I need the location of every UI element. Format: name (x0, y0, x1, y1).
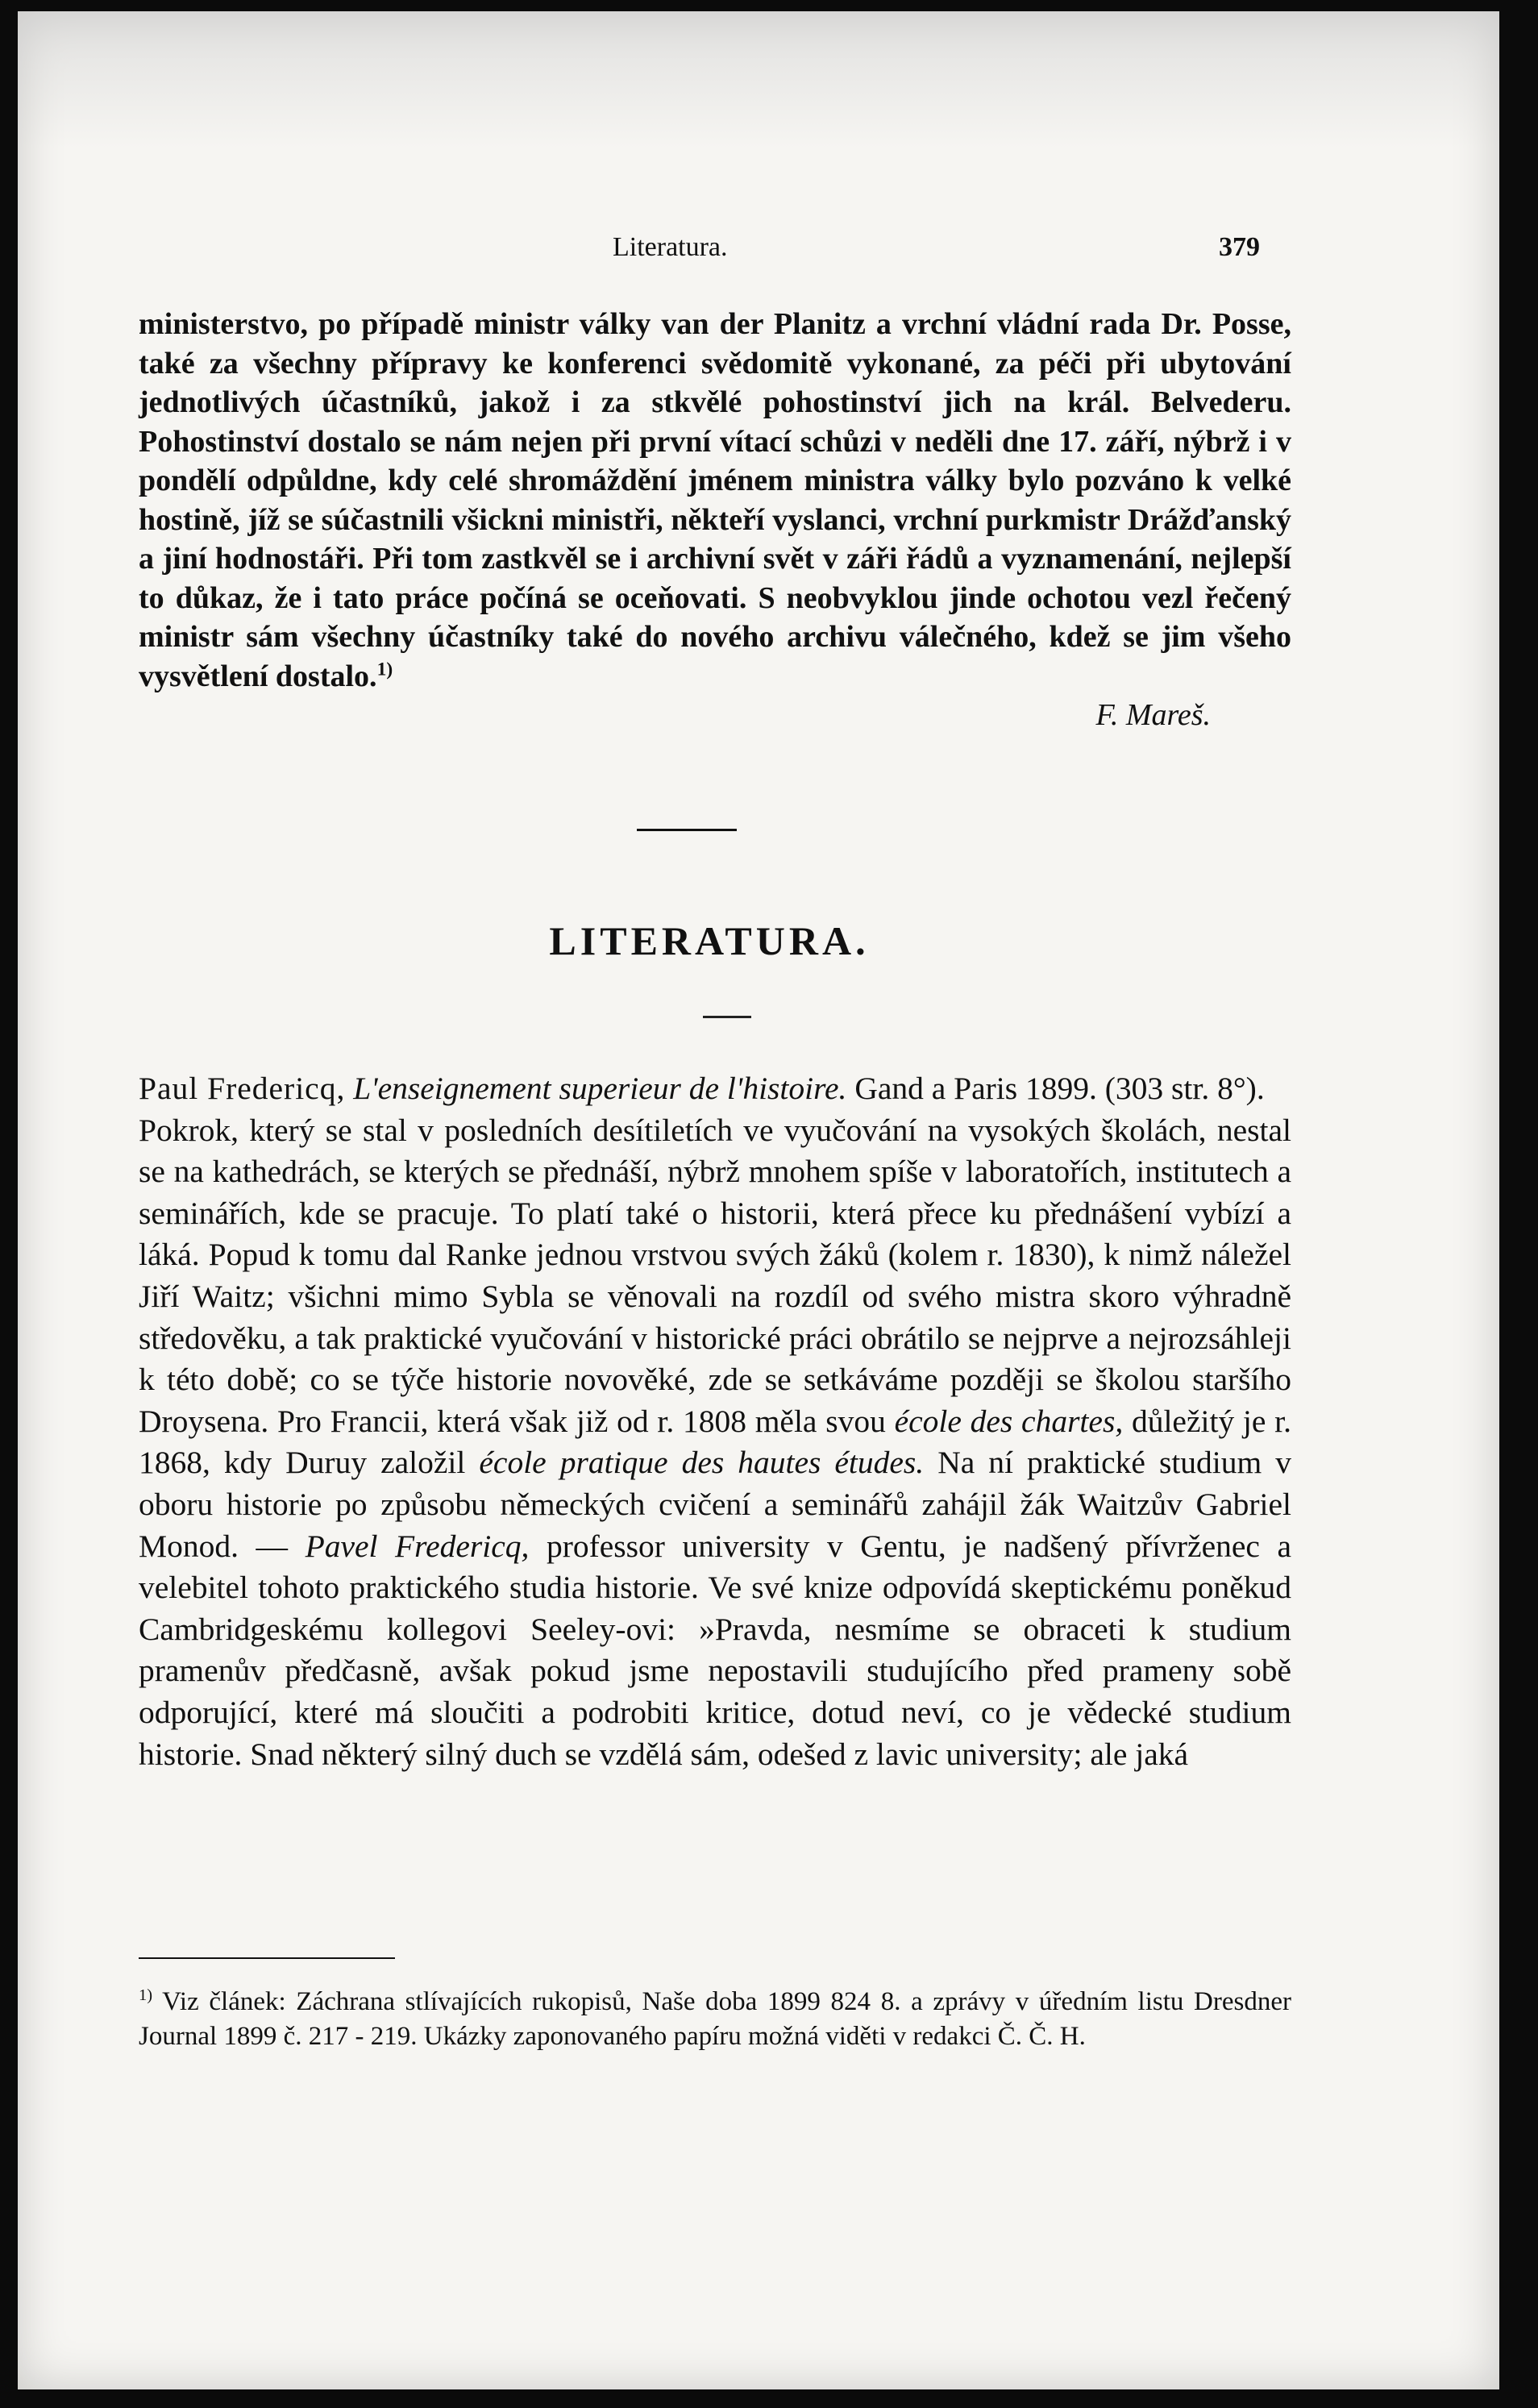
review-author: Paul Fredericq, (139, 1071, 346, 1106)
section-title: LITERATURA. (549, 918, 870, 963)
section-divider (637, 829, 737, 831)
review-imprint: Gand a Paris 1899. (303 str. 8°). (854, 1071, 1265, 1106)
footnote-paragraph (139, 1985, 1291, 2053)
review-text-part-1: Pokrok, který se stal v posledních desítiletích ve vyučování na vysokých školách, nestal se na kathedrách, se kterých se přednáší, nýbrž mnohem spíše v laboratořích, institutech a seminářích, kde se pracuje. To platí také o historii, která přece ku přednášení vybízí a láká. Popud k tomu dal Ranke jednou vrstvou svých žáků (kolem r. 1830), k nimž náležel Jiří Waitz; všichni mimo Sybla se věnovali na rozdíl od svého mistra skoro výhradně středověku, a tak praktické vyučování v historické práci obrátilo se nejprve a nejrozsáhleji k této době; co se týče historie novověké, zde se setkáváme později se školou staršího Droysena. Pro Francii, která však již od r. 1808 měla svou (139, 1112, 1291, 1439)
review-text-part-3: Na ní praktické studium v oboru historie po způsobu německých cvičení a seminářů zahájil žák Waitzův Gabriel Monod. — (139, 1445, 1292, 1564)
pavel-fredericq: Pavel Fredericq, (305, 1528, 530, 1564)
previous-article-text: ministerstvo, po případě ministr války van der Planitz a vrchní vládní rada Dr. Posse, také za všechny přípravy ke konferenci svědomitě vykonané, za péči při ubytování jednotlivých účastníků, jakož i za stkvělé pohostinství jich na král. Belvederu. Pohostinství dostalo se nám nejen při první vítací schůzi v neděli dne 17. září, nýbrž i v pondělí odpůldne, kdy celé shromáždění jménem ministra války bylo pozváno k velké hostině, jíž se súčastnili všickni ministři, někteří vyslanci, vrchní purkmistr Drážďanský a jiní hodnostáři. Při tom zastkvěl se i archivní svět v záři řádů a vyznamenání, nejlepší to důkaz, že i tato práce počíná se oceňovati. S neobvyklou jinde ochotou vezl řečený ministr sám všechny účastníky také do nového archivu válečného, kdež se jim všeho vysvětlení dostalo. (139, 307, 1291, 693)
review-text-part-2: důležitý je r. 1868, kdy Duruy založil (139, 1403, 1292, 1481)
review-text-part-4: professor university v Gentu, je nadšený přívrženec a velebitel tohoto praktického studia historie. Ve své knize odpovídá skeptickému poněkud Cambridgeskému kollegovi Seeley-ovi: »Pravda, nesmíme se obraceti k studium pramenův předčasně, avšak pokud jsme nepostavili studujícího před prameny sobě odporující, které má sloučiti a podrobiti kritice, dotud neví, co je vědecké studium historie. Snad některý silný duch se vzdělá sám, odešed z lavic university; ale jaká (139, 1528, 1292, 1772)
title-divider (703, 1016, 751, 1018)
footnote-mark: 1) (139, 1986, 153, 2004)
previous-article-paragraph (139, 305, 1291, 696)
ecole-des-chartes: école des chartes, (894, 1403, 1124, 1439)
ecole-pratique: école pratique des hautes études. (479, 1445, 925, 1481)
review-book-title: L'enseignement superieur de l'histoire. (353, 1071, 847, 1106)
page-edge-shadow (18, 11, 1499, 148)
page-number: 379 (1219, 232, 1260, 262)
footnote (139, 1985, 1291, 2053)
running-title: Literatura. (613, 232, 728, 262)
footnote-separator (139, 1957, 395, 1959)
article-signature: F. Mareš. (1095, 698, 1211, 732)
footnote-reference: 1) (376, 658, 393, 680)
review-paragraph (139, 1110, 1291, 1776)
previous-article-ending (139, 305, 1291, 735)
review-citation (139, 1068, 1291, 1110)
footnote-text: Viz článek: Záchrana stlívajících rukopisů, Naše doba 1899 824 8. a zprávy v úředním listu Dresdner Journal 1899 č. 217 - 219. Ukázky zaponovaného papíru možná viděti v redakci Č. Č. H. (139, 1987, 1291, 2051)
book-review (139, 1068, 1291, 1775)
